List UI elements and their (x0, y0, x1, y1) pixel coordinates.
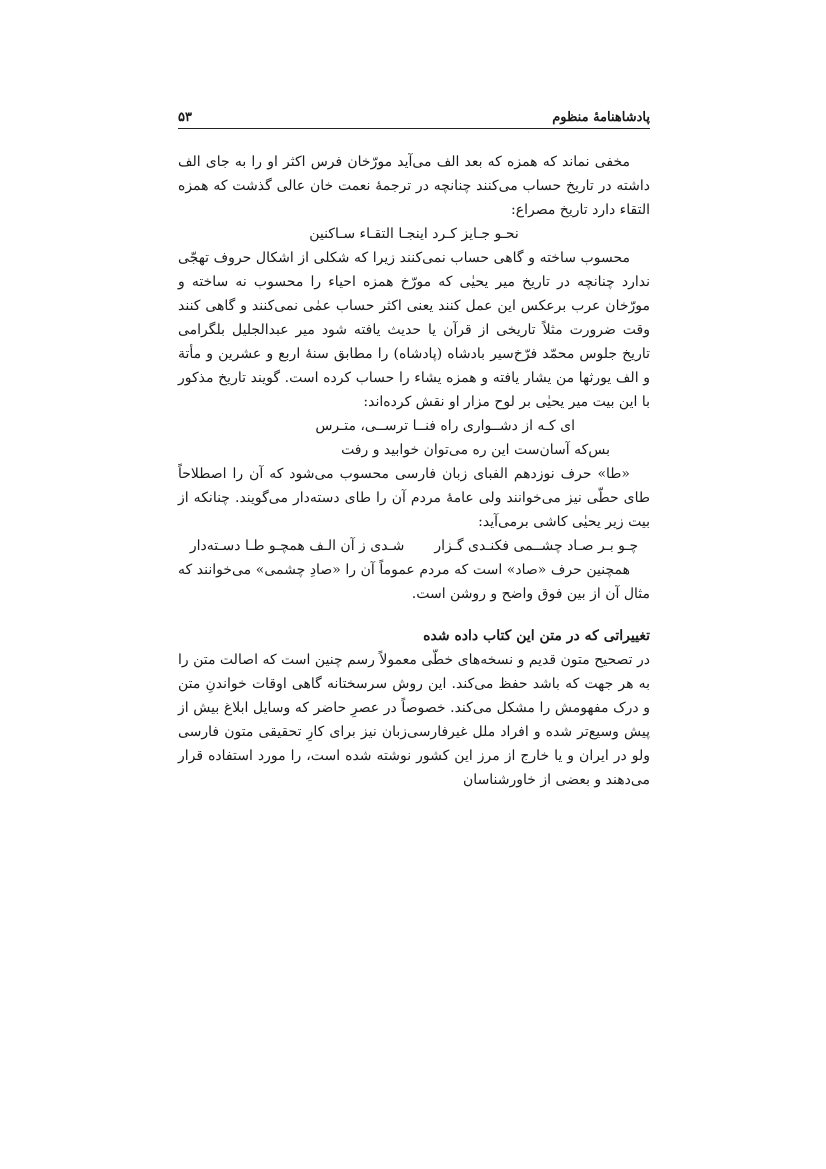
verse-3-hemistich-2: شـدی ز آن الـف همچـو طـا دسـته‌دار (189, 538, 405, 554)
page-header (178, 103, 650, 129)
verse-2-hemistich-1: ای کـه از دشــواری راه فنــا ترســی، متـرس (315, 418, 575, 434)
page-number: ۵۳ (178, 110, 192, 125)
running-title: پادشاهنامهٔ منظوم (552, 110, 650, 125)
paragraph-1: مخفی نماند که همزه که بعد الف می‌آید مورّخان فرس اکثر او را به جای الف داشته در تاریخ حساب می‌کنند چنانچه در ترجمهٔ نعمت خان عالی گذشت که همزه التقاء دارد تاریخ مصراع: (178, 154, 650, 218)
paragraph-3: «طا» حرف نوزدهم الفبای زبان فارسی محسوب می‌شود که آن را اصطلاحاً طای حطّی نیز می‌خوانند ولی عامهٔ مردم آن را طای دسته‌دار می‌گویند. چنانکه از بیت زیر یحیٰی کاشی برمی‌آید: (178, 466, 650, 530)
section-heading: تغییراتی که در متن این کتاب داده شده (423, 628, 650, 644)
paragraph-2: محسوب ساخته و گاهی حساب نمی‌کنند زیرا که شکلی از اشکال حروف تهجّی ندارد چنانچه در تاریخ میر یحیٰی که مورّخ همزه احیاء را محسوب نه ساخته و مورّخان عرب برعکس این عمل کنند یعنی اکثر حساب عمٰی نمی‌کنند و گاهی کنند وقت ضرورت مثلاً تاریخی از قرآن یا حدیث یافته شود میر عبدالجلیل بلگرامی تاریخ جلوس محمّد فرّخ‌سیر بادشاه (پادشاه) را مطابق سنهٔ اربع و عشرین و مأتة و الف یورثها من یشار یافته و همزه یشاء را حساب کرده است. گویند تاریخ مذکور با این بیت میر یحیٰی بر لوح مزار او نقش کرده‌اند: (178, 250, 650, 410)
page-body (178, 150, 650, 792)
paragraph-5: در تصحیح متون قدیم و نسخه‌های خطّی معمولاً رسم چنین است که اصالت متن را به هر جهت که باشد حفظ می‌کند. این روش سرسختانه گاهی اوقات خواندنِ متن و درک مفهومش را مشکل می‌کند. خصوصاً در عصرِ حاضر که وسایل ابلاغ بیش از پیش وسیع‌تر شده و افراد ملل غیرفارسی‌زبان نیز برای کارِ تحقیقی متون فارسی ولو در ایران و یا خارج از مرز این کشور نوشته شده است، را مورد استفاده قرار می‌دهند و بعضی از خاورشناسان (178, 652, 650, 788)
verse-2-hemistich-2: بس‌که آسان‌ست این ره می‌توان خوابید و رفت (341, 442, 610, 458)
verse-3 (178, 534, 650, 558)
paragraph-4: همچنین حرف «صاد» است که مردم عموماً آن را «صادِ چشمی» می‌خوانند که مثال آن از بین فوق واضح و روشن است. (178, 562, 650, 602)
verse-3-hemistich-1: چـو بـر صـاد چشــمی فکنـدی گـزار (434, 538, 639, 554)
verse-1: نحـو جـایز کـرد اینجـا التقـاء سـاکنین (309, 226, 519, 242)
